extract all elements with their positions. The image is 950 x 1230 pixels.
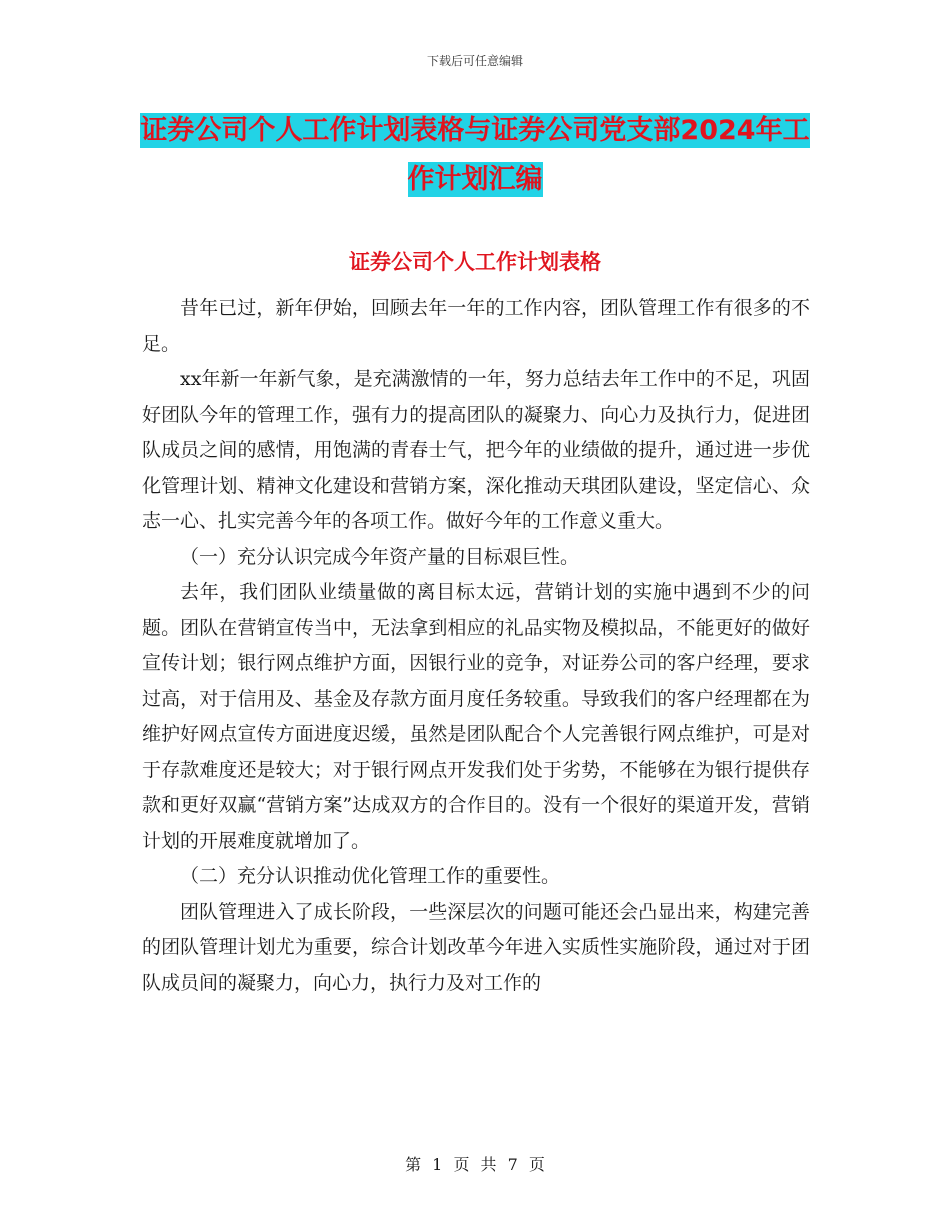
document-title-text: 证券公司个人工作计划表格与证券公司党支部2024年工作计划汇编 bbox=[140, 115, 810, 195]
page-footer: 第 1 页 共 7 页 bbox=[405, 1155, 545, 1174]
document-title bbox=[140, 106, 810, 204]
header-note: 下载后可任意编辑 bbox=[426, 54, 523, 68]
section-title: 证券公司个人工作计划表格 bbox=[349, 250, 601, 274]
paragraph-4: 去年，我们团队业绩量做的离目标太远，营销计划的实施中遇到不少的问题。团队在营销宣传当中，无法拿到相应的礼品实物及模拟品，不能更好的做好宣传计划；银行网点维护方面，因银行业的竞争，对证券公司的客户经理，要求过高，对于信用及、基金及存款方面月度任务较重。导致我们的客户经理都在为维护好网点宣传方面进度迟缓，虽然是团队配合个人完善银行网点维护，可是对于存款难度还是较大；对于银行网点开发我们处于劣势，不能够在为银行提供存款和更好双赢“营销方案”达成双方的合作目的。没有一个很好的渠道开发，营销计划的开展难度就增加了。 bbox=[142, 581, 810, 852]
paragraph-1: 昔年已过，新年伊始，回顾去年一年的工作内容，团队管理工作有很多的不足。 bbox=[142, 297, 810, 355]
paragraph-2: xx年新一年新气象，是充满激情的一年，努力总结去年工作中的不足，巩固好团队今年的管理工作，强有力的提高团队的凝聚力、向心力及执行力，促进团队成员之间的感情，用饱满的青春士气，把今年的业绩做的提升，通过进一步优化管理计划、精神文化建设和营销方案，深化推动天琪团队建设，坚定信心、众志一心、扎实完善今年的各项工作。做好今年的工作意义重大。 bbox=[142, 368, 810, 532]
body-text bbox=[142, 291, 810, 1001]
paragraph-5: （二）充分认识推动优化管理工作的重要性。 bbox=[180, 865, 561, 887]
paragraph-6: 团队管理进入了成长阶段，一些深层次的问题可能还会凸显出来，构建完善的团队管理计划尤为重要，综合计划改革今年进入实质性实施阶段，通过对于团队成员间的凝聚力，向心力，执行力及对工作的 bbox=[142, 900, 810, 994]
paragraph-3: （一）充分认识完成今年资产量的目标艰巨性。 bbox=[180, 545, 580, 568]
